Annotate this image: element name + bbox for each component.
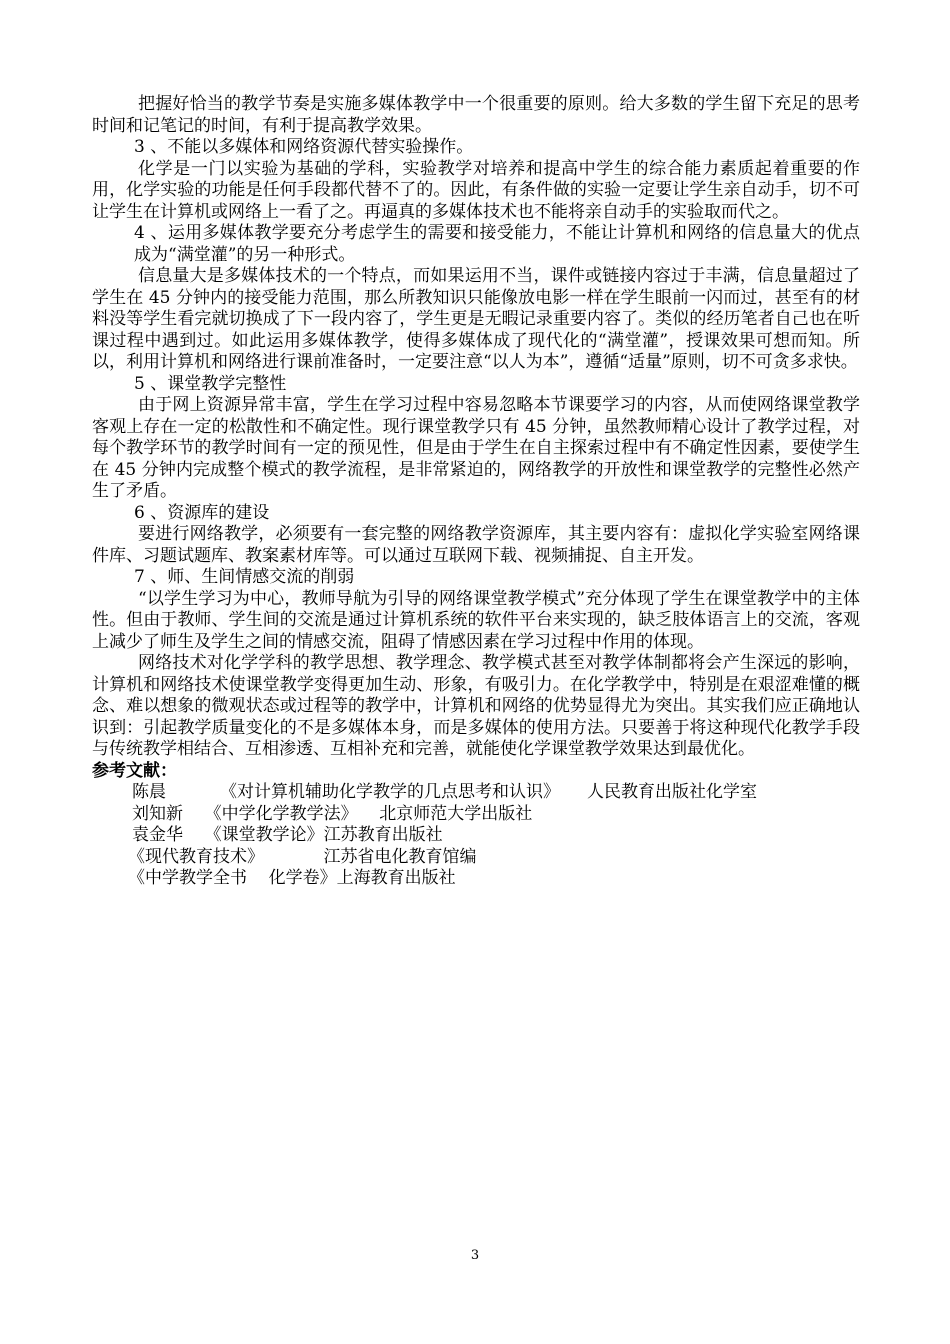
- heading-section-3: 3 、不能以多媒体和网络资源代替实验操作。: [134, 137, 474, 157]
- reference-item: 袁金华 《课堂教学论》江苏教育出版社: [132, 825, 443, 845]
- heading-section-4: 4 、运用多媒体教学要充分考虑学生的需要和接受能力，不能让计算机和网络的信息量大的优点成为“满堂灌”的另一种形式。: [134, 223, 860, 265]
- paragraph-experiments: 化学是一门以实验为基础的学科，实验教学对培养和提高中学生的综合能力素质起着重要的作用，化学实验的功能是任何手段都代替不了的。因此，有条件做的实验一定要让学生亲自动手，切不可让学生在计算机或网络上一看了之。再逼真的多媒体技术也不能将亲自动手的实验取而代之。: [92, 158, 860, 222]
- references-title: 参考文献：: [92, 760, 177, 781]
- reference-item: 刘知新 《中学化学教学法》 北京师范大学出版社: [132, 803, 533, 824]
- reference-item: 《现代教育技术》 江苏省电化教育馆编: [128, 846, 477, 867]
- paragraph-resource-library: 要进行网络教学，必须要有一套完整的网络教学资源库，其主要内容有：虚拟化学实验室网络课件库、习题试题库、教案素材库等。可以通过互联网下载、视频捕捉、自主开发。: [92, 524, 860, 566]
- page-number: 3: [470, 1248, 480, 1263]
- paragraph-information-volume: 信息量大是多媒体技术的一个特点，而如果运用不当，课件或链接内容过于丰满，信息量超过了学生在 45 分钟内的接受能力范围，那么所教知识只能像放电影一样在学生眼前一闪而过，甚至有的材料没等学生看完就切换成了下一段内容了，学生更是无暇记录重要内容了。类似的经历笔者自己也在听课过程中遇到过。如此运用多媒体教学，使得多媒体成了现代化的“满堂灌”，授课效果可想而知。所以，利用计算机和网络进行课前准备时，一定要注意“以人为本”，遵循“适量”原则，切不可贪多求快。: [92, 266, 860, 372]
- paragraph-teaching-rhythm: 把握好恰当的教学节奏是实施多媒体教学中一个很重要的原则。给大多数的学生留下充足的思考时间和记笔记的时间，有利于提高教学效果。: [92, 94, 860, 136]
- heading-section-6: 6 、资源库的建设: [134, 502, 270, 523]
- reference-item: 《中学教学全书 化学卷》上海教育出版社: [128, 868, 456, 888]
- reference-item: 陈晨 《对计算机辅助化学教学的几点思考和认识》 人民教育出版社化学室: [132, 782, 758, 802]
- heading-section-5: 5 、课堂教学完整性: [134, 373, 287, 394]
- heading-section-7: 7 、师、生间情感交流的削弱: [134, 567, 355, 587]
- paragraph-emotional-communication: “以学生学习为中心，教师导航为引导的网络课堂教学模式”充分体现了学生在课堂教学中的主体性。但由于教师、学生间的交流是通过计算机系统的软件平台来实现的，缺乏肢体语言上的交流，客观上减少了师生及学生之间的情感交流，阻碍了情感因素在学习过程中作用的体现。: [92, 588, 860, 652]
- paragraph-classroom-integrity: 由于网上资源异常丰富，学生在学习过程中容易忽略本节课要学习的内容，从而使网络课堂教学客观上存在一定的松散性和不确定性。现行课堂教学只有 45 分钟，虽然教师精心设计了教学过程，对每个教学环节的教学时间有一定的预见性，但是由于学生在自主探索过程中有不确定性因素，要使学生在 45 分钟内完成整个模式的教学流程，是非常紧迫的，网络教学的开放性和课堂教学的完整性必然产生了矛盾。: [92, 395, 860, 501]
- paragraph-conclusion: 网络技术对化学学科的教学思想、教学理念、教学模式甚至对教学体制都将会产生深远的影响，计算机和网络技术使课堂教学变得更加生动、形象，有吸引力。在化学教学中，特别是在艰涩难懂的概念、难以想象的微观状态或过程等的教学中，计算机和网络的优势显得尤为突出。其实我们应正确地认识到：引起教学质量变化的不是多媒体本身，而是多媒体的使用方法。只要善于将这种现代化教学手段与传统教学相结合、互相渗透、互相补充和完善，就能使化学课堂教学效果达到最优化。: [92, 653, 860, 759]
- document-page: [92, 94, 860, 890]
